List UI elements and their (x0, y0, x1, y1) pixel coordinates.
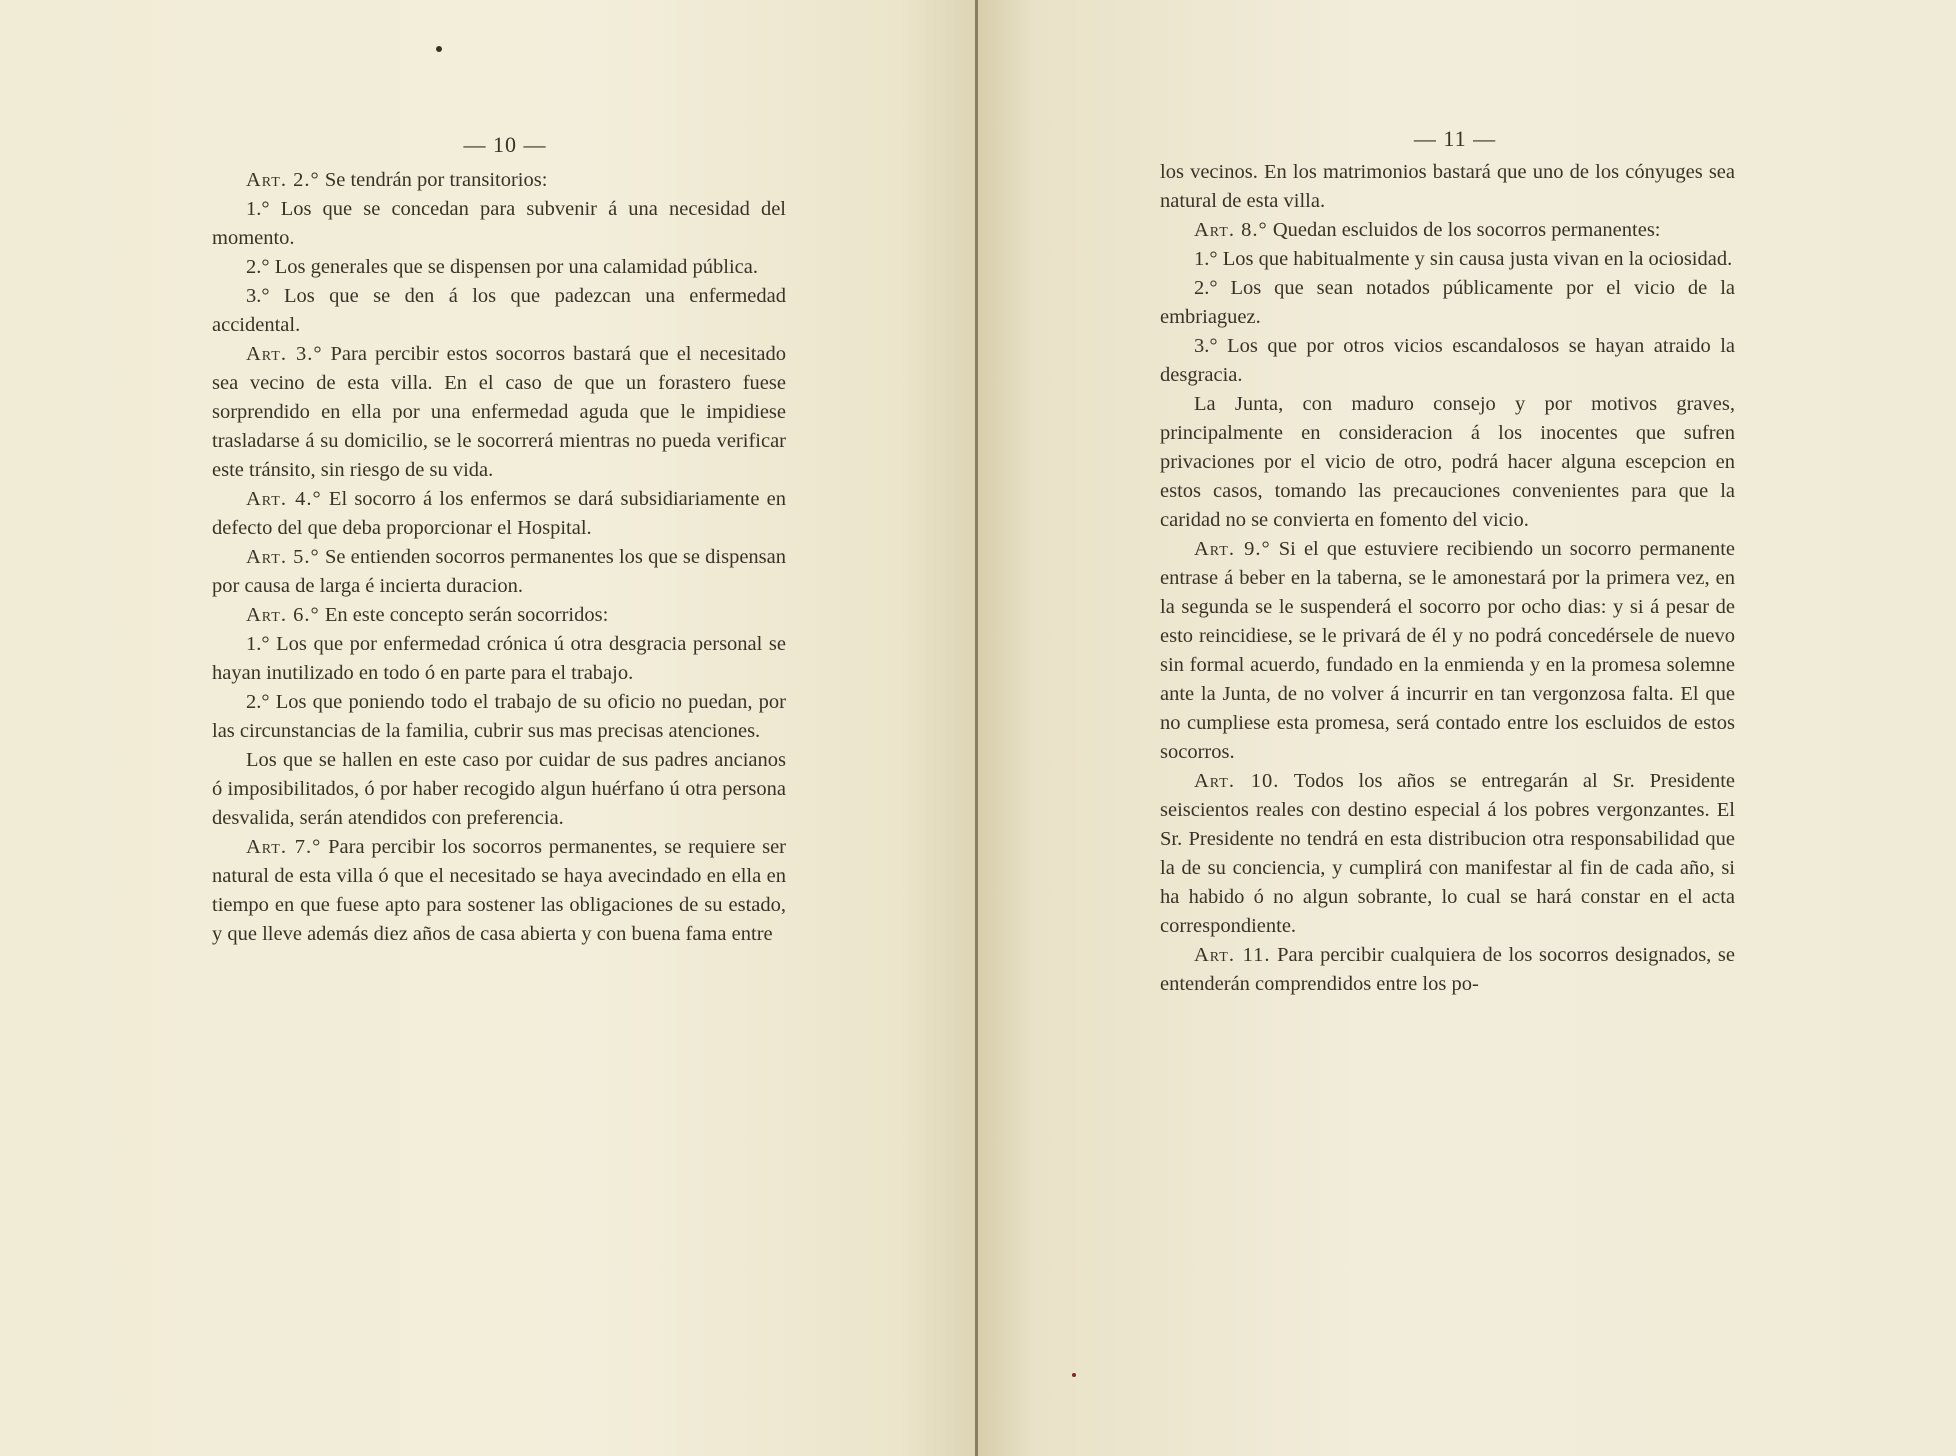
right-page-text (1160, 158, 1735, 999)
paragraph-text: 1.° Los que se concedan para subvenir á una necesidad del momento. (212, 198, 786, 249)
paragraph (212, 195, 786, 253)
paragraph-text: Para percibir los socorros permanentes, se requiere ser natural de esta villa ó que el necesitado se haya avecindado en ella en tiempo en que fuese apto para sostener las obligaciones de su estado, y que lleve además diez años de casa abierta y con buena fama entre (212, 836, 786, 945)
book-gutter (975, 0, 978, 1456)
ink-speck (1072, 1373, 1076, 1377)
paragraph (212, 166, 786, 195)
page-number-right: — 11 — (1413, 126, 1497, 151)
paragraph-text: Los que se hallen en este caso por cuidar de sus padres ancianos ó imposibilitados, ó por haber recogido algun huérfano ú otra persona desvalida, serán atendidos con preferencia. (212, 749, 786, 829)
paragraph-text: 2.° Los que sean notados públicamente por el vicio de la embriaguez. (1160, 277, 1735, 328)
article-label: Art. 11. (1194, 944, 1271, 966)
article-label: Art. 10. (1194, 770, 1280, 792)
article-label: Art. 7.° (246, 836, 322, 858)
paragraph-text: Se tendrán por transitorios: (319, 169, 548, 191)
paragraph (212, 688, 786, 746)
left-page-text (212, 166, 786, 949)
paragraph (212, 833, 786, 949)
paragraph (1160, 390, 1735, 535)
article-label: Art. 4.° (246, 488, 322, 510)
paragraph-text: La Junta, con maduro consejo y por motivos graves, principalmente en consideracion á los inocentes que sufren privaciones por el vicio de otro, podrá hacer alguna escepcion en estos casos, tomando las precauciones convenientes para que la caridad no se convierta en fomento del vicio. (1160, 393, 1735, 531)
right-page (977, 0, 1956, 1456)
article-label: Art. 9.° (1194, 538, 1271, 560)
paragraph (212, 630, 786, 688)
left-page (0, 0, 977, 1456)
paragraph (1160, 332, 1735, 390)
paragraph-text: 1.° Los que por enfermedad crónica ú otra desgracia personal se hayan inutilizado en todo ó en parte para el trabajo. (212, 633, 786, 684)
paragraph-text: 3.° Los que se den á los que padezcan una enfermedad accidental. (212, 285, 786, 336)
paragraph-text: Se entienden socorros permanentes los que se dispensan por causa de larga é incierta duracion. (212, 546, 786, 597)
paragraph (1160, 767, 1735, 941)
article-label: Art. 8.° (1194, 219, 1268, 241)
article-label: Art. 2.° (246, 169, 320, 191)
paragraph-text: Todos los años se entregarán al Sr. Presidente seiscientos reales con destino especial á los pobres vergonzantes. El Sr. Presidente no tendrá en esta distribucion otra responsabilidad que la de su conciencia, y cumplirá con manifestar al fin de cada año, si ha habido ó no algun sobrante, lo cual se hará constar en el acta correspondiente. (1160, 770, 1735, 937)
paragraph (212, 282, 786, 340)
paragraph-text: 2.° Los generales que se dispensen por una calamidad pública. (246, 256, 758, 278)
paragraph-text: Para percibir estos socorros bastará que el necesitado sea vecino de esta villa. En el caso de que un forastero fuese sorprendido en ella por una enfermedad aguda que le impidiese trasladarse á su domicilio, se le socorrerá mientras no pueda verificar este tránsito, sin riesgo de su vida. (212, 343, 786, 481)
paragraph-text: En este concepto serán socorridos: (319, 604, 609, 626)
paragraph (1160, 941, 1735, 999)
article-label: Art. 5.° (246, 546, 320, 568)
paragraph (1160, 274, 1735, 332)
paragraph (212, 253, 786, 282)
paragraph-text: los vecinos. En los matrimonios bastará que uno de los cónyuges sea natural de esta villa. (1160, 161, 1735, 212)
paragraph (212, 746, 786, 833)
paragraph (1160, 535, 1735, 767)
paragraph-text: Para percibir cualquiera de los socorros designados, se entenderán comprendidos entre los po- (1160, 944, 1736, 995)
paragraph (212, 485, 786, 543)
paragraph-text: 2.° Los que poniendo todo el trabajo de su oficio no puedan, por las circunstancias de la familia, cubrir sus mas precisas atenciones. (212, 691, 786, 742)
paragraph-text: Si el que estuviere recibiendo un socorro permanente entrase á beber en la taberna, se le amonestará por la primera vez, en la segunda se le suspenderá el socorro por ocho dias: y si á pesar de esto reincidiese, se le privará de él y no podrá concedérsele de nuevo sin formal acuerdo, fundado en la enmienda y en la promesa solemne ante la Junta, de no volver á incurrir en tan vergonzosa falta. El que no cumpliese esta promesa, será contado entre los escluidos de estos socorros. (1160, 538, 1735, 763)
article-label: Art. 6.° (246, 604, 320, 626)
paragraph-text: 3.° Los que por otros vicios escandalosos se hayan atraido la desgracia. (1160, 335, 1735, 386)
paragraph (212, 601, 786, 630)
paragraph (1160, 245, 1735, 274)
paragraph (212, 543, 786, 601)
ink-speck (436, 46, 442, 52)
paragraph (1160, 216, 1735, 245)
page-number-left: — 10 — (463, 132, 547, 157)
paragraph-text: El socorro á los enfermos se dará subsidiariamente en defecto del que deba proporcionar el Hospital. (212, 488, 786, 539)
paragraph-text: 1.° Los que habitualmente y sin causa justa vivan en la ociosidad. (1194, 248, 1733, 270)
paragraph (1160, 158, 1735, 216)
paragraph-text: Quedan escluidos de los socorros permanentes: (1267, 219, 1661, 241)
article-label: Art. 3.° (246, 343, 323, 365)
paragraph (212, 340, 786, 485)
